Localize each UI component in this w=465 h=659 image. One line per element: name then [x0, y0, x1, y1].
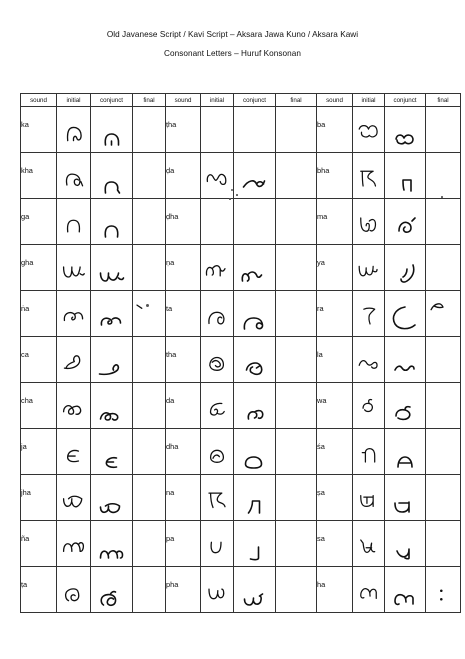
empty-cell [426, 429, 461, 475]
sound-label: ḍha [166, 212, 179, 221]
sound-cell [166, 245, 201, 291]
ra-conjunct-glyph [385, 291, 426, 337]
empty-cell [276, 153, 317, 199]
header-row [21, 94, 461, 107]
ta-conjunct-glyph-shape [234, 291, 275, 336]
empty-cell [426, 475, 461, 521]
page-title: Old Javanese Script / Kavi Script – Aksara Jawa Kuno / Aksara Kawi [106, 30, 359, 39]
jha-initial-glyph [57, 475, 91, 521]
cha-initial-glyph-shape [57, 383, 90, 428]
header-initial: initial [201, 94, 234, 107]
da-conjunct-glyph-shape [234, 383, 275, 428]
table-row [21, 153, 461, 199]
consonant-table [20, 93, 461, 613]
sound-cell [317, 291, 353, 337]
sound-label: ḍa [166, 166, 175, 175]
sound-label: ha [317, 580, 326, 589]
sound-label: sa [317, 534, 325, 543]
sound-cell [21, 107, 57, 153]
sound-label: ca [21, 350, 29, 359]
sound-label: bha [317, 166, 330, 175]
sound-cell [317, 199, 353, 245]
na-retroflex-conjunct-glyph [234, 245, 276, 291]
scan-speck [146, 304, 149, 307]
sa-initial-glyph-shape [353, 521, 384, 566]
gha-conjunct-glyph [91, 245, 133, 291]
jha-initial-glyph-shape [57, 475, 90, 520]
empty-cell [276, 337, 317, 383]
ta-retroflex-initial-glyph-shape [57, 567, 90, 612]
jha-conjunct-glyph-shape [91, 475, 132, 520]
pa-initial-glyph [201, 521, 234, 567]
pa-conjunct-glyph [234, 521, 276, 567]
kha-initial-glyph-shape [57, 153, 90, 198]
empty-cell [426, 153, 461, 199]
sound-label: ṇa [166, 258, 175, 267]
empty-cell [133, 521, 166, 567]
ma-initial-glyph-shape [353, 199, 384, 244]
sound-label: gha [21, 258, 34, 267]
sound-label: ma [317, 212, 328, 221]
dha-conjunct-glyph [234, 429, 276, 475]
ra-initial-glyph [353, 291, 385, 337]
sound-label: ṅa [21, 304, 30, 313]
sound-cell [21, 475, 57, 521]
cha-conjunct-glyph [91, 383, 133, 429]
empty-cell [133, 153, 166, 199]
sa-initial-glyph [353, 521, 385, 567]
ba-initial-glyph [353, 107, 385, 153]
sound-cell [166, 107, 201, 153]
sound-label: jha [21, 488, 31, 497]
table-row [21, 383, 461, 429]
sound-cell [166, 291, 201, 337]
nya-initial-glyph-shape [57, 521, 90, 566]
empty-cell [133, 245, 166, 291]
sound-label: pa [166, 534, 175, 543]
pha-initial-glyph-shape [201, 567, 233, 612]
ya-initial-glyph-shape [353, 245, 384, 290]
ca-conjunct-glyph [91, 337, 133, 383]
empty-cell [426, 245, 461, 291]
ja-initial-glyph [57, 429, 91, 475]
empty-cell [276, 429, 317, 475]
ga-initial-glyph-shape [57, 199, 90, 244]
jha-conjunct-glyph [91, 475, 133, 521]
cha-initial-glyph [57, 383, 91, 429]
sound-cell [21, 199, 57, 245]
nya-initial-glyph [57, 521, 91, 567]
header-conjunct: conjunct [234, 94, 276, 107]
na-retroflex-initial-glyph-shape [201, 245, 233, 290]
table-row [21, 245, 461, 291]
la-conjunct-glyph-shape [385, 337, 425, 382]
empty-cell [276, 383, 317, 429]
ma-conjunct-glyph [385, 199, 426, 245]
table-row [21, 337, 461, 383]
dha-conjunct-glyph-shape [234, 429, 275, 474]
sound-cell [317, 429, 353, 475]
ka-conjunct-glyph [91, 107, 133, 153]
da-initial-glyph [201, 383, 234, 429]
empty-cell [133, 199, 166, 245]
sound-label: la [317, 350, 323, 359]
ta-retroflex-conjunct-glyph [91, 567, 133, 613]
empty-cell [234, 199, 276, 245]
ka-initial-glyph [57, 107, 91, 153]
na-conjunct-glyph-shape [234, 475, 275, 520]
empty-cell [426, 107, 461, 153]
empty-cell [426, 337, 461, 383]
ja-initial-glyph-shape [57, 429, 90, 474]
nga-final-glyph [133, 291, 166, 337]
empty-cell [426, 199, 461, 245]
da-retroflex-conjunct-glyph [234, 153, 276, 199]
sound-cell [166, 153, 201, 199]
da-retroflex-initial-glyph-shape [201, 153, 233, 198]
sound-label: ga [21, 212, 30, 221]
ra-initial-glyph-shape [353, 291, 384, 336]
sound-cell [166, 429, 201, 475]
wa-initial-glyph-shape [353, 383, 384, 428]
sha-retroflex-conjunct-glyph [385, 475, 426, 521]
sound-label: ra [317, 304, 324, 313]
bha-conjunct-glyph [385, 153, 426, 199]
sound-cell [21, 429, 57, 475]
nga-conjunct-glyph-shape [91, 291, 132, 336]
empty-cell [133, 567, 166, 613]
header-conjunct: conjunct [385, 94, 426, 107]
ba-conjunct-glyph-shape [385, 107, 425, 152]
scan-speck [231, 189, 233, 191]
sound-cell [21, 521, 57, 567]
header-final: final [276, 94, 317, 107]
tha-initial-glyph [201, 337, 234, 383]
header-initial: initial [353, 94, 385, 107]
header-sound: sound [317, 94, 353, 107]
ca-conjunct-glyph-shape [91, 337, 132, 382]
header-sound: sound [166, 94, 201, 107]
bha-conjunct-glyph-shape [385, 153, 425, 198]
sound-label: ṭha [166, 120, 177, 129]
empty-cell [133, 107, 166, 153]
header-sound: sound [21, 94, 57, 107]
ca-initial-glyph [57, 337, 91, 383]
sa-conjunct-glyph-shape [385, 521, 425, 566]
gha-initial-glyph [57, 245, 91, 291]
sound-cell [166, 337, 201, 383]
sound-cell [317, 475, 353, 521]
empty-cell [276, 199, 317, 245]
ma-initial-glyph [353, 199, 385, 245]
pa-conjunct-glyph-shape [234, 521, 275, 566]
ga-conjunct-glyph-shape [91, 199, 132, 244]
ha-final-glyph-shape [426, 567, 460, 612]
table-row [21, 475, 461, 521]
sound-cell [317, 383, 353, 429]
empty-cell [276, 521, 317, 567]
ta-conjunct-glyph [234, 291, 276, 337]
da-retroflex-conjunct-glyph-shape [234, 153, 275, 198]
na-initial-glyph [201, 475, 234, 521]
sound-label: na [166, 488, 175, 497]
ka-conjunct-glyph-shape [91, 107, 132, 152]
ta-retroflex-initial-glyph [57, 567, 91, 613]
empty-cell [276, 475, 317, 521]
header-conjunct: conjunct [91, 94, 133, 107]
table-row [21, 521, 461, 567]
sound-cell [317, 521, 353, 567]
ha-initial-glyph [353, 567, 385, 613]
ha-initial-glyph-shape [353, 567, 384, 612]
ya-conjunct-glyph-shape [385, 245, 425, 290]
na-retroflex-conjunct-glyph-shape [234, 245, 275, 290]
sound-label: ba [317, 120, 326, 129]
nga-final-glyph-shape [133, 291, 165, 336]
sound-cell [317, 107, 353, 153]
sound-label: wa [317, 396, 327, 405]
kha-initial-glyph [57, 153, 91, 199]
wa-conjunct-glyph [385, 383, 426, 429]
sha-palatal-initial-glyph-shape [353, 429, 384, 474]
na-initial-glyph-shape [201, 475, 233, 520]
ra-conjunct-glyph-shape [385, 291, 425, 336]
sound-cell [166, 475, 201, 521]
sound-label: śa [317, 442, 325, 451]
ta-initial-glyph-shape [201, 291, 233, 336]
table-row [21, 567, 461, 613]
empty-cell [234, 107, 276, 153]
sound-cell [21, 153, 57, 199]
ma-conjunct-glyph-shape [385, 199, 425, 244]
sha-retroflex-initial-glyph [353, 475, 385, 521]
sha-retroflex-conjunct-glyph-shape [385, 475, 425, 520]
sha-palatal-conjunct-glyph-shape [385, 429, 425, 474]
nga-initial-glyph [57, 291, 91, 337]
sound-cell [166, 521, 201, 567]
ha-final-glyph [426, 567, 461, 613]
sound-cell [21, 567, 57, 613]
ra-final-glyph [426, 291, 461, 337]
kha-conjunct-glyph [91, 153, 133, 199]
ca-initial-glyph-shape [57, 337, 90, 382]
la-conjunct-glyph [385, 337, 426, 383]
sound-cell [21, 291, 57, 337]
sound-label: ta [166, 304, 173, 313]
ra-final-glyph-shape [426, 291, 460, 336]
empty-cell [276, 107, 317, 153]
sha-palatal-initial-glyph [353, 429, 385, 475]
da-retroflex-initial-glyph [201, 153, 234, 199]
pha-conjunct-glyph-shape [234, 567, 275, 612]
ba-initial-glyph-shape [353, 107, 384, 152]
header-final: final [133, 94, 166, 107]
tha-initial-glyph-shape [201, 337, 233, 382]
pha-initial-glyph [201, 567, 234, 613]
dha-initial-glyph-shape [201, 429, 233, 474]
sound-cell [317, 245, 353, 291]
ta-retroflex-conjunct-glyph-shape [91, 567, 132, 612]
sound-label: ṭa [21, 580, 28, 589]
cha-conjunct-glyph-shape [91, 383, 132, 428]
nga-initial-glyph-shape [57, 291, 90, 336]
sound-label: ka [21, 120, 29, 129]
ya-conjunct-glyph [385, 245, 426, 291]
pa-initial-glyph-shape [201, 521, 233, 566]
tha-conjunct-glyph-shape [234, 337, 275, 382]
dha-initial-glyph [201, 429, 234, 475]
da-conjunct-glyph [234, 383, 276, 429]
sound-cell [317, 153, 353, 199]
scan-speck [441, 196, 443, 198]
la-initial-glyph-shape [353, 337, 384, 382]
bha-initial-glyph [353, 153, 385, 199]
ja-conjunct-glyph-shape [91, 429, 132, 474]
sound-cell [317, 337, 353, 383]
empty-cell [276, 245, 317, 291]
sound-cell [166, 567, 201, 613]
sha-palatal-conjunct-glyph [385, 429, 426, 475]
table-row [21, 291, 461, 337]
sha-retroflex-initial-glyph-shape [353, 475, 384, 520]
wa-initial-glyph [353, 383, 385, 429]
bha-initial-glyph-shape [353, 153, 384, 198]
sound-cell [317, 567, 353, 613]
sound-cell [166, 383, 201, 429]
sound-cell [21, 383, 57, 429]
sound-cell [21, 337, 57, 383]
gha-conjunct-glyph-shape [91, 245, 132, 290]
empty-cell [276, 291, 317, 337]
sound-label: kha [21, 166, 33, 175]
wa-conjunct-glyph-shape [385, 383, 425, 428]
ga-initial-glyph [57, 199, 91, 245]
sound-cell [21, 245, 57, 291]
sound-label: ya [317, 258, 325, 267]
empty-cell [133, 475, 166, 521]
ka-initial-glyph-shape [57, 107, 90, 152]
empty-cell [133, 337, 166, 383]
ga-conjunct-glyph [91, 199, 133, 245]
nya-conjunct-glyph-shape [91, 521, 132, 566]
ta-initial-glyph [201, 291, 234, 337]
scan-speck [229, 198, 231, 200]
table-row [21, 429, 461, 475]
nya-conjunct-glyph [91, 521, 133, 567]
sound-label: ja [21, 442, 27, 451]
nga-conjunct-glyph [91, 291, 133, 337]
header-initial: initial [57, 94, 91, 107]
table-row [21, 199, 461, 245]
table-row [21, 107, 461, 153]
kha-conjunct-glyph-shape [91, 153, 132, 198]
ha-conjunct-glyph [385, 567, 426, 613]
gha-initial-glyph-shape [57, 245, 90, 290]
sound-label: ña [21, 534, 30, 543]
sound-cell [166, 199, 201, 245]
empty-cell [426, 383, 461, 429]
empty-cell [201, 199, 234, 245]
sound-label: da [166, 396, 175, 405]
la-initial-glyph [353, 337, 385, 383]
na-retroflex-initial-glyph [201, 245, 234, 291]
empty-cell [201, 107, 234, 153]
sound-label: cha [21, 396, 33, 405]
da-initial-glyph-shape [201, 383, 233, 428]
ja-conjunct-glyph [91, 429, 133, 475]
ya-initial-glyph [353, 245, 385, 291]
na-conjunct-glyph [234, 475, 276, 521]
empty-cell [133, 383, 166, 429]
scan-speck [236, 194, 238, 196]
tha-conjunct-glyph [234, 337, 276, 383]
empty-cell [276, 567, 317, 613]
empty-cell [426, 521, 461, 567]
sa-conjunct-glyph [385, 521, 426, 567]
ha-conjunct-glyph-shape [385, 567, 425, 612]
sound-label: ṣa [317, 488, 325, 497]
header-final: final [426, 94, 461, 107]
sound-label: dha [166, 442, 179, 451]
sound-label: tha [166, 350, 177, 359]
empty-cell [133, 429, 166, 475]
sound-label: pha [166, 580, 179, 589]
pha-conjunct-glyph [234, 567, 276, 613]
page-subtitle: Consonant Letters – Huruf Konsonan [164, 49, 301, 58]
ba-conjunct-glyph [385, 107, 426, 153]
